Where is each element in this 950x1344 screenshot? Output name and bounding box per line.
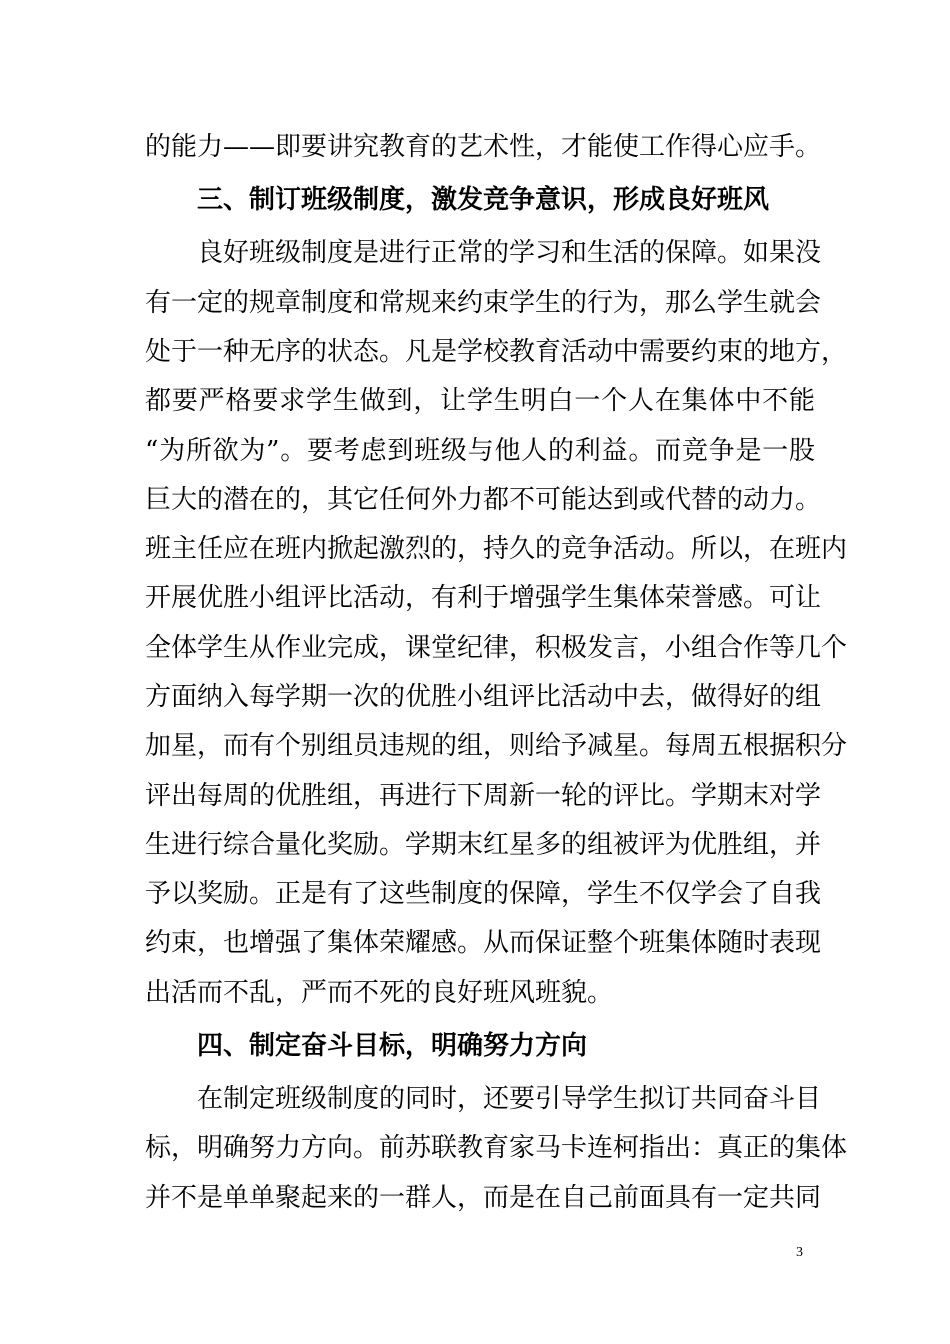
paragraph-line: “为所欲为”。要考虑到班级与他人的利益。而竞争是一股 bbox=[145, 436, 815, 466]
section-heading-4: 四、制定奋斗目标，明确努力方向 bbox=[197, 1031, 588, 1061]
paragraph-line: 标，明确努力方向。前苏联教育家马卡连柯指出：真正的集体 bbox=[145, 1133, 848, 1163]
paragraph-line: 约束，也增强了集体荣耀感。从而保证整个班集体随时表现 bbox=[145, 928, 822, 958]
paragraph-line: 在制定班级制度的同时，还要引导学生拟订共同奋斗目 bbox=[197, 1084, 822, 1114]
page-number: 3 bbox=[796, 1245, 803, 1260]
paragraph-line: 处于一种无序的状态。凡是学校教育活动中需要约束的地方， bbox=[145, 337, 848, 367]
paragraph-line: 加星，而有个别组员违规的组，则给予减星。每周五根据积分 bbox=[145, 731, 848, 761]
paragraph-line: 全体学生从作业完成，课堂纪律，积极发言，小组合作等几个 bbox=[145, 633, 848, 663]
section-heading-3: 三、制订班级制度，激发竞争意识，形成良好班风 bbox=[197, 185, 770, 215]
paragraph-line: 生进行综合量化奖励。学期末红星多的组被评为优胜组，并 bbox=[145, 830, 822, 860]
paragraph-line: 的能力——即要讲究教育的艺术性，才能使工作得心应手。 bbox=[145, 132, 822, 162]
paragraph-line: 开展优胜小组评比活动，有利于增强学生集体荣誉感。可让 bbox=[145, 583, 822, 613]
paragraph-line: 都要严格要求学生做到，让学生明白一个人在集体中不能 bbox=[145, 386, 815, 416]
paragraph-line: 并不是单单聚起来的一群人，而是在自己前面具有一定共同 bbox=[145, 1183, 822, 1213]
paragraph-line: 巨大的潜在的，其它任何外力都不可能达到或代替的动力。 bbox=[145, 485, 822, 515]
paragraph-line: 评出每周的优胜组，再进行下周新一轮的评比。学期末对学 bbox=[145, 781, 822, 811]
paragraph-line: 班主任应在班内掀起激烈的，持久的竞争活动。所以，在班内 bbox=[145, 534, 848, 564]
paragraph-line: 有一定的规章制度和常规来约束学生的行为，那么学生就会 bbox=[145, 288, 822, 318]
paragraph-line: 出活而不乱，严而不死的良好班风班貌。 bbox=[145, 978, 614, 1008]
paragraph-line: 予以奖励。正是有了这些制度的保障，学生不仅学会了自我 bbox=[145, 879, 822, 909]
paragraph-line: 良好班级制度是进行正常的学习和生活的保障。如果没 bbox=[197, 238, 822, 268]
paragraph-line: 方面纳入每学期一次的优胜小组评比活动中去，做得好的组 bbox=[145, 682, 822, 712]
